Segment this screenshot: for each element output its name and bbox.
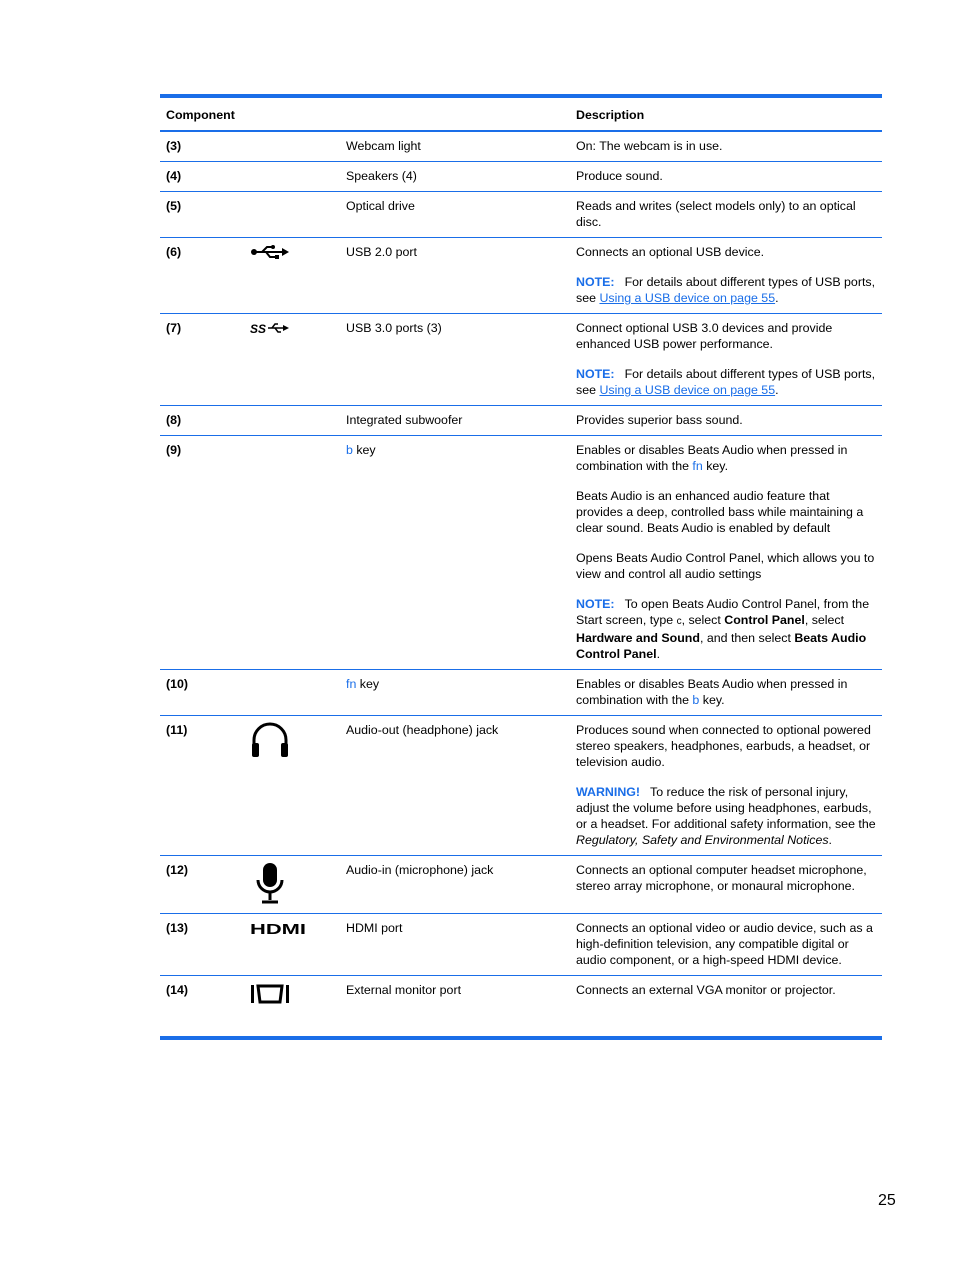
text-segment: Enables or disables Beats Audio when pressed in combination with the — [576, 677, 848, 707]
row-number: (5) — [160, 192, 244, 238]
component-description — [570, 716, 882, 856]
note-label: NOTE: — [576, 367, 615, 381]
beats-key-glyph: b — [692, 693, 700, 707]
component-description — [570, 238, 882, 314]
warning-label: WARNING! — [576, 785, 641, 799]
component-name: External monitor port — [340, 976, 570, 1039]
component-name: USB 3.0 ports (3) — [340, 314, 570, 406]
row-number: (9) — [160, 436, 244, 670]
component-name: Audio-in (microphone) jack — [340, 856, 570, 914]
component-table — [160, 94, 882, 1040]
beats-key-glyph: b — [346, 443, 353, 457]
description-text: Connects an optional USB device. — [576, 245, 765, 259]
component-name: Speakers (4) — [340, 162, 570, 192]
note-end: . — [775, 383, 779, 397]
header-description: Description — [570, 96, 882, 131]
usb-device-link[interactable]: Using a USB device on page 55 — [599, 383, 776, 397]
component-description: Connects an external VGA monitor or projector. — [570, 976, 882, 1039]
usb-device-link[interactable]: Using a USB device on page 55 — [599, 291, 776, 305]
text-segment: Enables or disables Beats Audio when pressed in combination with the — [576, 443, 848, 473]
table-row — [160, 856, 882, 914]
table-row — [160, 162, 882, 192]
component-name: Webcam light — [340, 131, 570, 162]
component-name: HDMI port — [340, 914, 570, 976]
page-number: 25 — [878, 1192, 896, 1209]
vga-icon — [244, 976, 340, 1039]
note-text: For details about different types of USB ports, see — [576, 367, 876, 397]
text-segment: key. — [702, 459, 729, 473]
fn-key-glyph: fn — [692, 459, 703, 473]
svg-text:SS: SS — [250, 322, 267, 336]
usb-3-icon — [244, 314, 340, 406]
table-row — [160, 192, 882, 238]
component-description: Reads and writes (select models only) to an optical disc. — [570, 192, 882, 238]
row-number: (3) — [160, 131, 244, 162]
table-row — [160, 716, 882, 856]
component-description — [570, 436, 882, 670]
component-name: USB 2.0 port — [340, 238, 570, 314]
fn-key-glyph: fn — [346, 677, 357, 691]
component-name: Optical drive — [340, 192, 570, 238]
bold-text: Beats Audio Control Panel — [576, 631, 867, 661]
component-description: Connects an optional video or audio device, such as a high-definition television, any compatible digital or audio component, or a high-speed HDMI device. — [570, 914, 882, 976]
text-segment: . — [656, 647, 661, 661]
text-segment: . — [828, 833, 832, 847]
bold-text: Control Panel — [724, 613, 805, 627]
icon-cell — [244, 162, 340, 192]
icon-cell — [244, 131, 340, 162]
table-row — [160, 670, 882, 716]
component-description — [570, 670, 882, 716]
description-text — [576, 676, 876, 708]
icon-cell — [244, 436, 340, 670]
usb-2-icon — [244, 238, 340, 314]
row-number: (14) — [160, 976, 244, 1039]
table-header-row — [160, 96, 882, 131]
row-number: (7) — [160, 314, 244, 406]
component-name: Audio-out (headphone) jack — [340, 716, 570, 856]
note-paragraph — [576, 274, 876, 306]
table-row — [160, 976, 882, 1039]
hdmi-icon — [244, 914, 340, 976]
note-label: NOTE: — [576, 597, 615, 611]
component-name: Integrated subwoofer — [340, 406, 570, 436]
note-paragraph — [576, 366, 876, 398]
warning-paragraph — [576, 784, 876, 848]
table-row — [160, 314, 882, 406]
row-number: (12) — [160, 856, 244, 914]
row-number: (6) — [160, 238, 244, 314]
key-suffix: key — [356, 677, 380, 691]
table-row — [160, 406, 882, 436]
description-text: Beats Audio is an enhanced audio feature that provides a deep, controlled bass while maintaining a clear sound. Beats Audio is enabled by default — [576, 489, 864, 535]
text-segment: To open Beats Audio Control Panel, from the Start screen, type — [576, 597, 870, 627]
italic-text: Regulatory, Safety and Environmental Notices — [576, 833, 829, 847]
icon-cell — [244, 406, 340, 436]
icon-cell — [244, 192, 340, 238]
component-table-page — [160, 94, 882, 1040]
table-row — [160, 914, 882, 976]
headphone-icon — [244, 716, 340, 856]
description-text: Opens Beats Audio Control Panel, which allows you to view and control all audio settings — [576, 551, 875, 581]
component-name — [340, 436, 570, 670]
table-row — [160, 436, 882, 670]
component-name — [340, 670, 570, 716]
note-label: NOTE: — [576, 275, 615, 289]
note-paragraph — [576, 596, 876, 662]
row-number: (4) — [160, 162, 244, 192]
description-text: Produces sound when connected to optional powered stereo speakers, headphones, earbuds, a headset, or television audio. — [576, 723, 871, 769]
svg-text:HDMI: HDMI — [250, 921, 306, 936]
header-component: Component — [160, 96, 570, 131]
table-row — [160, 131, 882, 162]
row-number: (11) — [160, 716, 244, 856]
description-text — [576, 442, 876, 474]
row-number: (10) — [160, 670, 244, 716]
note-end: . — [775, 291, 779, 305]
text-segment: , select — [681, 613, 725, 627]
row-number: (8) — [160, 406, 244, 436]
bold-text: Hardware and Sound — [576, 631, 700, 645]
text-segment: , select — [804, 613, 845, 627]
microphone-icon — [244, 856, 340, 914]
charms-glyph: c — [676, 616, 682, 627]
table-row — [160, 238, 882, 314]
row-number: (13) — [160, 914, 244, 976]
component-description: On: The webcam is in use. — [570, 131, 882, 162]
description-text: Connect optional USB 3.0 devices and provide enhanced USB power performance. — [576, 321, 833, 351]
text-segment: , and then select — [699, 631, 795, 645]
component-description: Connects an optional computer headset microphone, stereo array microphone, or monaural microphone. — [570, 856, 882, 914]
key-suffix: key — [352, 443, 376, 457]
component-description — [570, 314, 882, 406]
text-segment: key. — [699, 693, 725, 707]
component-description: Provides superior bass sound. — [570, 406, 882, 436]
text-segment: To reduce the risk of personal injury, adjust the volume before using headphones, earbuds, or a headset. For additional safety information, see the — [576, 785, 876, 831]
component-description: Produce sound. — [570, 162, 882, 192]
icon-cell — [244, 670, 340, 716]
note-text: For details about different types of USB ports, see — [576, 275, 876, 305]
